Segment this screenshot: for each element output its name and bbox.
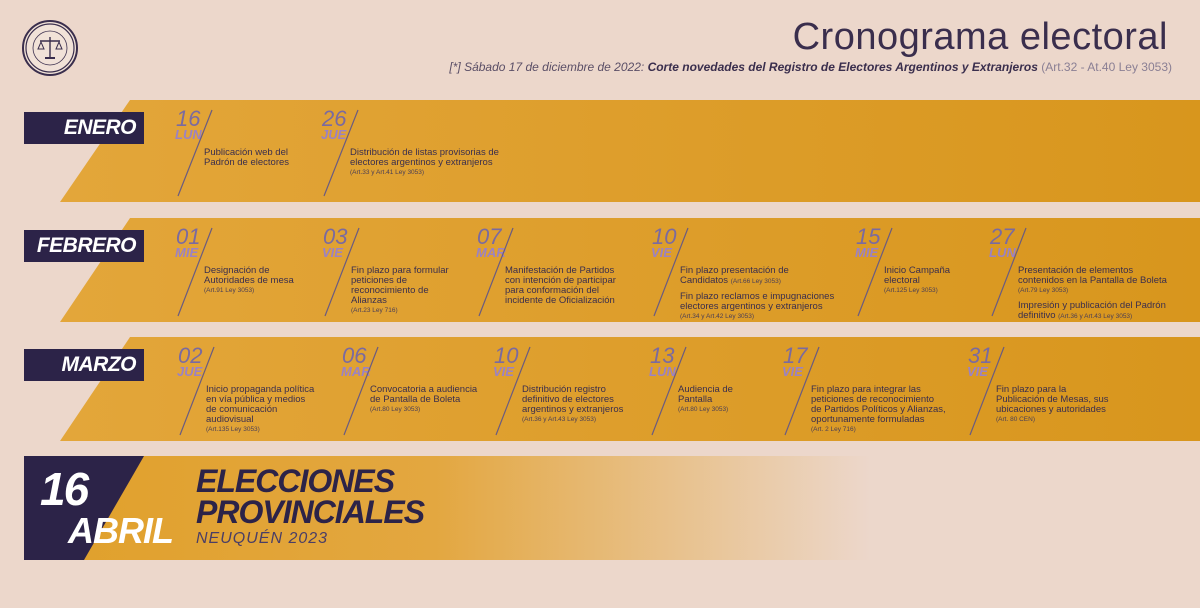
event-text: Inicio Campaña electoral (Art.125 Ley 3053) (884, 265, 951, 294)
month-label-febrero: FEBRERO (24, 230, 144, 262)
event-text: Presentación de elementos contenidos en la Pantalla de Boleta (Art.79 Ley 3053) Impresión y publicación del Padrón definitivo (Art.36 y Art.43 Ley 3053) (1018, 265, 1167, 321)
election-day-banner (24, 456, 1200, 560)
judicial-seal-logo (22, 20, 78, 76)
election-title-line1: ELECCIONES (196, 463, 395, 499)
month-label-enero: ENERO (24, 112, 144, 144)
event-text: Convocatoria a audiencia de Pantalla de Boleta (Art.80 Ley 3053) (370, 384, 478, 413)
event-day: 02 (178, 343, 203, 368)
note-date: Sábado 17 de diciembre de 2022: (464, 60, 645, 74)
event-weekday: JUE (321, 127, 347, 142)
event-weekday: LUN (989, 245, 1016, 260)
band-febrero (0, 218, 1200, 322)
event-day: 03 (323, 224, 348, 249)
event-weekday: MIE (175, 245, 199, 260)
event-text: Designación de Autoridades de mesa (Art.91 Ley 3053) (204, 265, 294, 294)
event-day: 01 (176, 224, 201, 249)
band-enero (0, 100, 1200, 202)
event-day: 31 (968, 343, 993, 368)
event-text: Audiencia de Pantalla (Art.80 Ley 3053) (678, 384, 733, 413)
election-subtitle: NEUQUÉN 2023 (196, 530, 329, 547)
event-day: 15 (856, 224, 881, 249)
note-text: Corte novedades del Registro de Electores Argentinos y Extranjeros (647, 60, 1038, 74)
event-text: Fin plazo presentación de Candidatos (Art.66 Ley 3053) Fin plazo reclamos e impugnaciones electores argentinos y extranjeros (Art.34 y Art.42 Ley 3053) (680, 265, 835, 320)
event-text: Distribución registro definitivo de electores argentinos y extranjeros (Art.36 y Art.43 Ley 3053) (522, 384, 624, 423)
election-month: ABRIL (68, 510, 173, 551)
event-weekday: VIE (967, 364, 988, 379)
seal-icon (24, 22, 76, 74)
event-text: Publicación web del Padrón de electores (204, 147, 290, 168)
band-marzo (0, 337, 1200, 441)
event-weekday: LUN (175, 127, 202, 142)
page-title: Cronograma electoral (792, 16, 1168, 58)
event-weekday: MAR (476, 245, 506, 260)
election-title-line2: PROVINCIALES (196, 494, 425, 531)
event-weekday: JUE (177, 364, 203, 379)
event-text: Manifestación de Partidos con intención de participar para conformación del incidente de Oficialización (505, 265, 616, 306)
event-day: 10 (494, 343, 519, 368)
event-text: Fin plazo para integrar las peticiones de reconocimiento de Partidos Políticos y Alianzas, oportunamente formuladas (Art. 2 Ley 716) (811, 384, 946, 433)
election-title (196, 463, 425, 531)
event-weekday: VIE (651, 245, 672, 260)
event-text: Fin plazo para la Publicación de Mesas, sus ubicaciones y autoridades (Art. 80 CEN) (996, 384, 1109, 423)
event-day: 10 (652, 224, 677, 249)
registry-cutoff-note (449, 60, 1172, 74)
election-day-number: 16 (40, 463, 88, 515)
event-day: 26 (322, 106, 347, 131)
event-weekday: VIE (782, 364, 803, 379)
event-weekday: MIE (855, 245, 879, 260)
event-text: Fin plazo para formular peticiones de reconocimiento de Alianzas (Art.23 Ley 716) (351, 265, 449, 314)
event-day: 16 (176, 106, 201, 131)
event-day: 07 (477, 224, 502, 249)
event-day: 17 (783, 343, 808, 368)
event-day: 13 (650, 343, 675, 368)
note-ref: (Art.32 - At.40 Ley 3053) (1041, 60, 1172, 74)
event-text: Distribución de listas provisorias de electores argentinos y extranjeros (Art.33 y Art.41 Ley 3053) (350, 147, 499, 176)
event-weekday: VIE (322, 245, 343, 260)
month-label-marzo: MARZO (24, 349, 144, 381)
event-day: 06 (342, 343, 367, 368)
event-weekday: VIE (493, 364, 514, 379)
note-mark: [*] (449, 60, 461, 74)
event-text: Inicio propaganda política en vía pública y medios de comunicación audiovisual (Art.135 Ley 3053) (206, 384, 315, 433)
event-weekday: LUN (649, 364, 676, 379)
event-weekday: MAR (341, 364, 371, 379)
event-day: 27 (990, 224, 1015, 249)
